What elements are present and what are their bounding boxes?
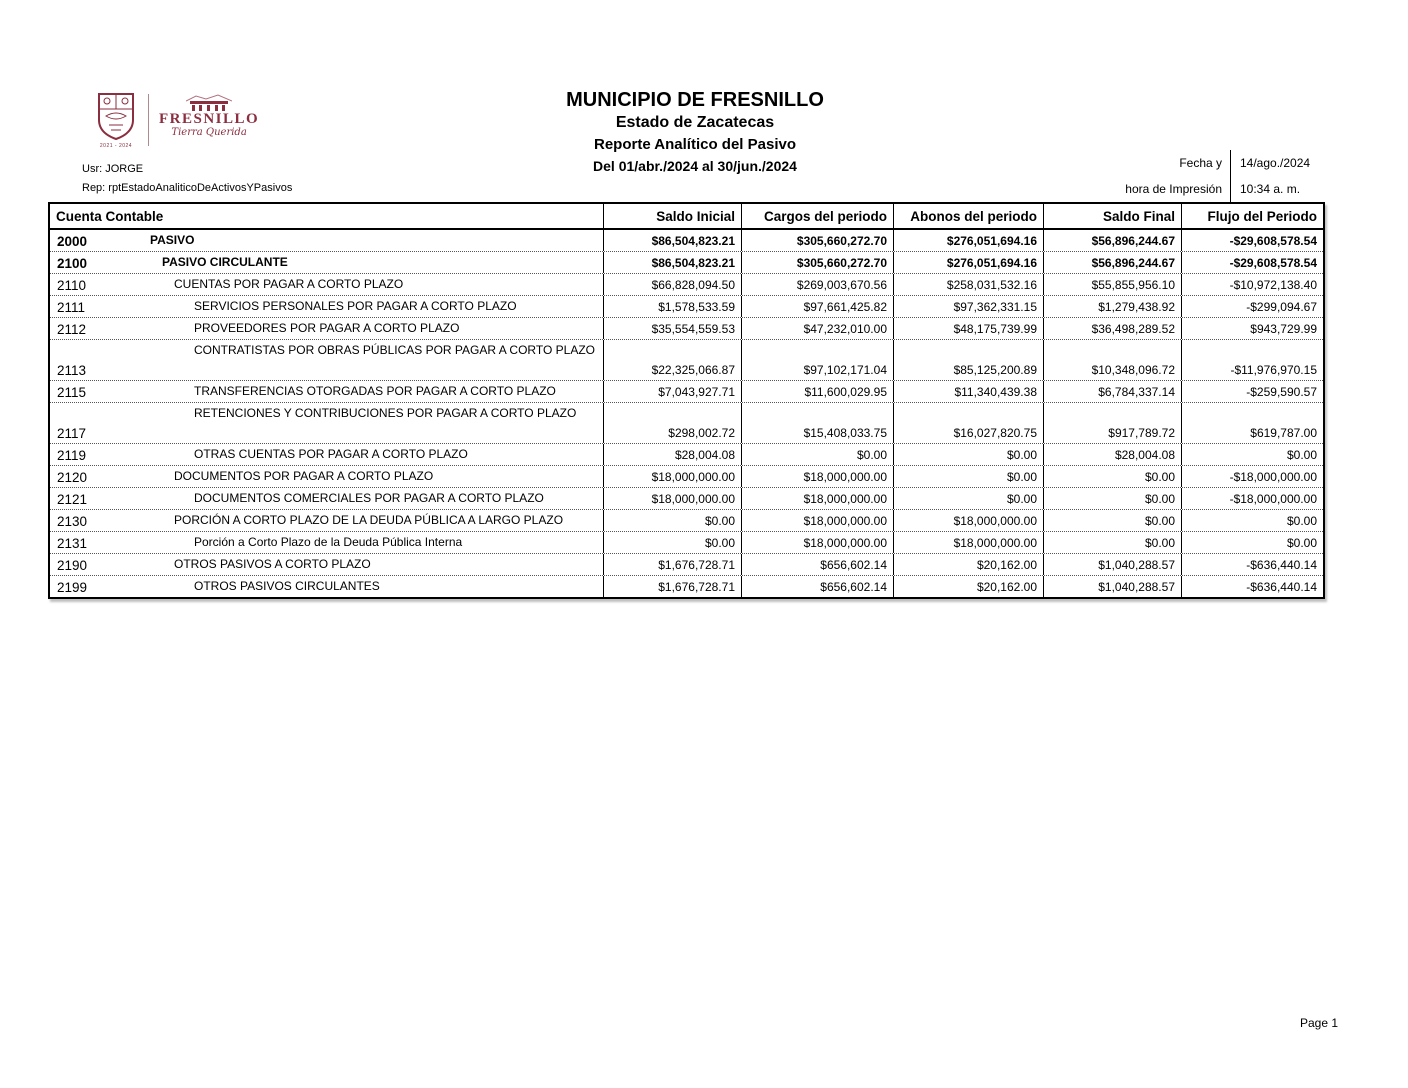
subtitle-report: Reporte Analítico del Pasivo [594,136,796,153]
account-description: DOCUMENTOS POR PAGAR A CORTO PLAZO [174,469,434,483]
account-cell [50,381,603,402]
account-code: 2000 [57,234,88,249]
table-row [50,487,1323,509]
abonos-value: $20,162.00 [893,554,1043,575]
flujo-value: $0.00 [1181,510,1323,531]
account-cell [50,252,603,273]
account-cell [50,274,603,295]
account-cell [50,318,603,339]
print-datetime [1125,150,1330,202]
saldo-inicial-value: $1,676,728.71 [603,576,741,597]
saldo-final-value: $1,040,288.57 [1043,576,1181,597]
account-cell [50,532,603,553]
saldo-inicial-value: $86,504,823.21 [603,252,741,273]
flujo-value: $0.00 [1181,444,1323,465]
saldo-inicial-value: $7,043,927.71 [603,381,741,402]
cargos-value: $97,661,425.82 [741,296,893,317]
table-row [50,380,1323,402]
abonos-value: $276,051,694.16 [893,252,1043,273]
user-label: Usr: JORGE [82,163,144,175]
print-time-value: 10:34 a. m. [1240,182,1301,196]
col-header-cargos: Cargos del periodo [741,204,893,228]
logo-name: FRESNILLO [159,111,260,127]
abonos-value: $48,175,739.99 [893,318,1043,339]
cargos-value: $0.00 [741,444,893,465]
abonos-value: $0.00 [893,488,1043,509]
saldo-final-value: $55,855,956.10 [1043,274,1181,295]
account-description: SERVICIOS PERSONALES POR PAGAR A CORTO PLAZO [194,299,517,313]
flujo-value: $0.00 [1181,532,1323,553]
logo-tagline: Tierra Querida [171,127,247,138]
account-code: 2121 [57,492,88,507]
print-labels [1125,150,1230,202]
abonos-value: $276,051,694.16 [893,230,1043,251]
account-description: OTRAS CUENTAS POR PAGAR A CORTO PLAZO [194,447,468,461]
saldo-final-value: $56,896,244.67 [1043,252,1181,273]
table-row [50,339,1323,380]
account-description: PROVEEDORES POR PAGAR A CORTO PLAZO [194,321,460,335]
account-cell [50,230,603,251]
account-cell [50,510,603,531]
saldo-inicial-value: $0.00 [603,532,741,553]
saldo-inicial-value: $28,004.08 [603,444,741,465]
print-label-line1: Fecha y [1179,156,1222,170]
account-description: PORCIÓN A CORTO PLAZO DE LA DEUDA PÚBLICA A LARGO PLAZO [174,513,564,527]
cargos-value: $47,232,010.00 [741,318,893,339]
account-cell [50,554,603,575]
cargos-value: $305,660,272.70 [741,252,893,273]
col-header-abonos: Abonos del periodo [893,204,1043,228]
cargos-value: $656,602.14 [741,554,893,575]
account-description: OTROS PASIVOS A CORTO PLAZO [174,557,371,571]
account-code: 2112 [57,322,87,337]
table-row [50,531,1323,553]
account-code: 2117 [57,426,87,441]
cargos-value: $15,408,033.75 [741,403,893,443]
flujo-value: -$18,000,000.00 [1181,466,1323,487]
saldo-final-value: $36,498,289.52 [1043,318,1181,339]
cargos-value: $18,000,000.00 [741,488,893,509]
flujo-value: -$11,976,970.15 [1181,340,1323,380]
abonos-value: $0.00 [893,466,1043,487]
cargos-value: $18,000,000.00 [741,510,893,531]
flujo-value: $943,729.99 [1181,318,1323,339]
account-cell [50,403,603,443]
col-header-cuenta: Cuenta Contable [56,208,164,224]
saldo-inicial-value: $22,325,066.87 [603,340,741,380]
abonos-value: $0.00 [893,444,1043,465]
saldo-final-value: $0.00 [1043,488,1181,509]
saldo-final-value: $6,784,337.14 [1043,381,1181,402]
table-header [50,204,1323,230]
table-row [50,553,1323,575]
account-cell [50,576,603,597]
account-description: TRANSFERENCIAS OTORGADAS POR PAGAR A CORTO PLAZO [194,384,556,398]
table-row [50,273,1323,295]
flujo-value: -$29,608,578.54 [1181,230,1323,251]
saldo-inicial-value: $1,676,728.71 [603,554,741,575]
saldo-final-value: $56,896,244.67 [1043,230,1181,251]
account-code: 2131 [57,536,88,551]
abonos-value: $20,162.00 [893,576,1043,597]
table-row [50,317,1323,339]
saldo-inicial-value: $35,554,559.53 [603,318,741,339]
abonos-value: $97,362,331.15 [893,296,1043,317]
flujo-value: -$10,972,138.40 [1181,274,1323,295]
account-description: CUENTAS POR PAGAR A CORTO PLAZO [174,277,404,291]
account-code: 2110 [57,278,87,293]
table-row [50,402,1323,443]
account-code: 2199 [57,580,88,595]
abonos-value: $258,031,532.16 [893,274,1043,295]
account-code: 2130 [57,514,88,529]
account-description: DOCUMENTOS COMERCIALES POR PAGAR A CORTO PLAZO [194,491,544,505]
saldo-final-value: $10,348,096.72 [1043,340,1181,380]
saldo-final-value: $1,040,288.57 [1043,554,1181,575]
saldo-final-value: $1,279,438.92 [1043,296,1181,317]
logo-term: 2021 - 2024 [99,143,133,149]
print-date-value: 14/ago./2024 [1240,156,1311,170]
col-header-flujo: Flujo del Periodo [1181,204,1323,228]
abonos-value: $85,125,200.89 [893,340,1043,380]
saldo-final-value: $917,789.72 [1043,403,1181,443]
saldo-inicial-value: $1,578,533.59 [603,296,741,317]
abonos-value: $11,340,439.38 [893,381,1043,402]
page-number: Page 1 [1300,1016,1339,1030]
abonos-value: $18,000,000.00 [893,510,1043,531]
cargos-value: $18,000,000.00 [741,466,893,487]
print-label-line2: hora de Impresión [1125,182,1222,196]
cargos-value: $305,660,272.70 [741,230,893,251]
table-body [50,230,1323,597]
col-header-saldo-inicial: Saldo Inicial [603,204,741,228]
flujo-value: -$636,440.14 [1181,554,1323,575]
abonos-value: $18,000,000.00 [893,532,1043,553]
saldo-inicial-value: $86,504,823.21 [603,230,741,251]
subtitle-period: Del 01/abr./2024 al 30/jun./2024 [593,158,797,174]
flujo-value: -$18,000,000.00 [1181,488,1323,509]
subtitle-state: Estado de Zacatecas [615,114,775,131]
account-code: 2120 [57,470,88,485]
flujo-value: $619,787.00 [1181,403,1323,443]
account-cell [50,340,603,380]
account-description: Porción a Corto Plazo de la Deuda Pública Interna [194,535,463,549]
account-cell [50,488,603,509]
account-cell [50,466,603,487]
table-row [50,465,1323,487]
flujo-value: -$29,608,578.54 [1181,252,1323,273]
abonos-value: $16,027,820.75 [893,403,1043,443]
account-code: 2190 [57,558,88,573]
saldo-inicial-value: $18,000,000.00 [603,488,741,509]
flujo-value: -$259,590.57 [1181,381,1323,402]
col-header-saldo-final: Saldo Final [1043,204,1181,228]
table-row [50,295,1323,317]
cargos-value: $97,102,171.04 [741,340,893,380]
saldo-inicial-value: $66,828,094.50 [603,274,741,295]
saldo-final-value: $0.00 [1043,532,1181,553]
account-description: PASIVO [150,233,195,247]
cargos-value: $11,600,029.95 [741,381,893,402]
account-description: RETENCIONES Y CONTRIBUCIONES POR PAGAR A CORTO PLAZO [194,406,577,420]
table-row [50,575,1323,597]
cargos-value: $656,602.14 [741,576,893,597]
account-cell [50,444,603,465]
table-row [50,443,1323,465]
account-cell [50,296,603,317]
account-code: 2100 [57,256,88,271]
account-description: OTROS PASIVOS CIRCULANTES [194,579,380,593]
liability-table [48,202,1325,599]
flujo-value: -$636,440.14 [1181,576,1323,597]
print-values [1231,150,1330,202]
account-code: 2119 [57,448,87,463]
account-description: PASIVO CIRCULANTE [162,255,288,269]
saldo-final-value: $28,004.08 [1043,444,1181,465]
cargos-value: $269,003,670.56 [741,274,893,295]
flujo-value: -$299,094.67 [1181,296,1323,317]
account-code: 2113 [57,363,87,378]
account-description: CONTRATISTAS POR OBRAS PÚBLICAS POR PAGAR A CORTO PLAZO [194,343,595,357]
table-row [50,230,1323,251]
saldo-inicial-value: $0.00 [603,510,741,531]
table-row [50,509,1323,531]
account-code: 2111 [57,300,86,315]
report-id-label: Rep: rptEstadoAnaliticoDeActivosYPasivos [82,182,293,194]
page-title: MUNICIPIO DE FRESNILLO [566,89,824,111]
table-row [50,251,1323,273]
saldo-inicial-value: $298,002.72 [603,403,741,443]
saldo-final-value: $0.00 [1043,466,1181,487]
cargos-value: $18,000,000.00 [741,532,893,553]
saldo-final-value: $0.00 [1043,510,1181,531]
saldo-inicial-value: $18,000,000.00 [603,466,741,487]
account-code: 2115 [57,385,87,400]
